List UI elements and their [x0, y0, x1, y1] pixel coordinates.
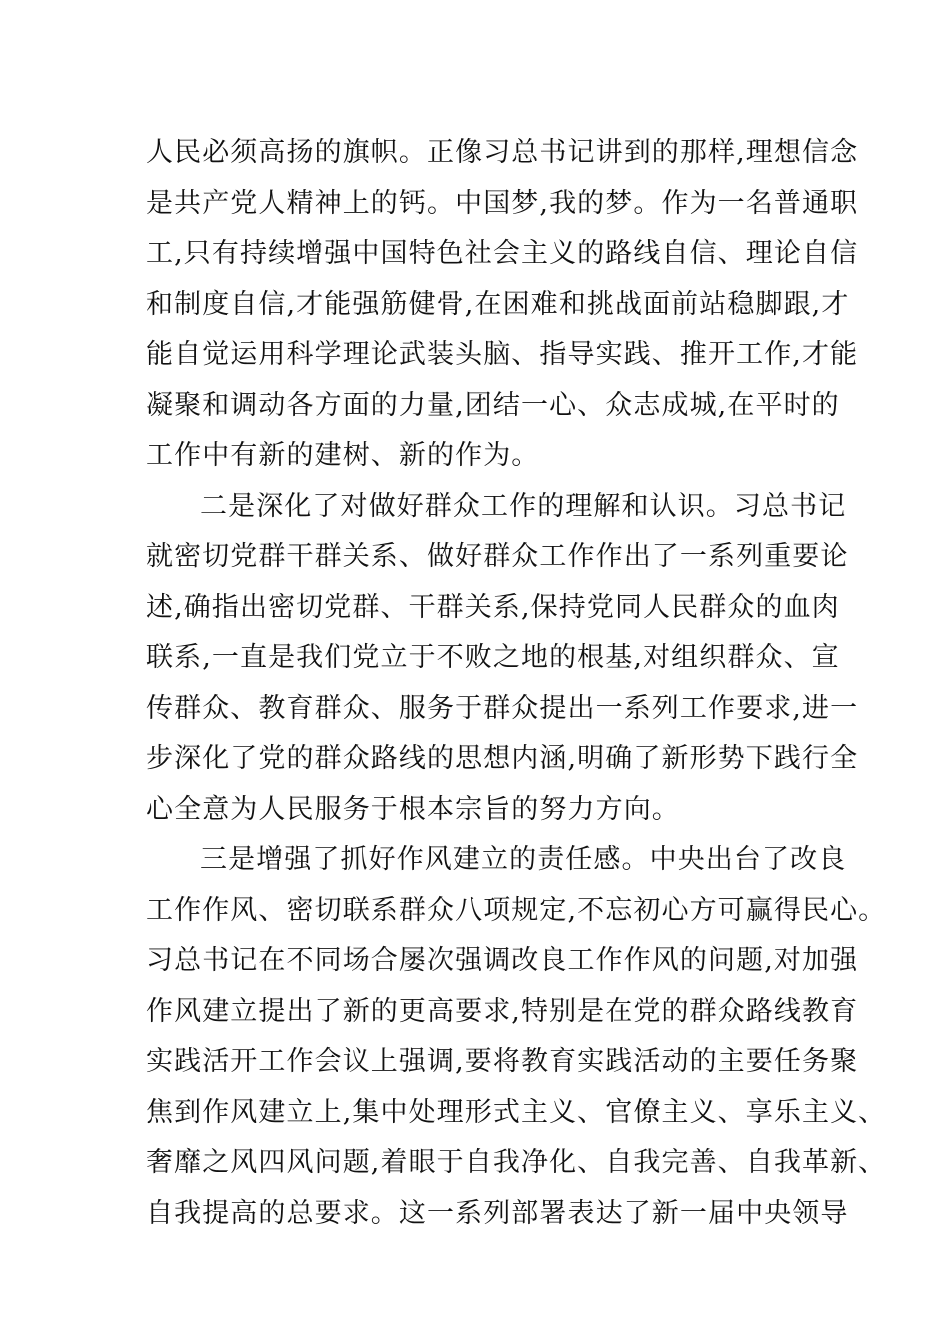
text-line: 人民必须高扬的旗帜。正像习总书记讲到的那样,理想信念 [146, 137, 859, 168]
text-line: 作风建立提出了新的更高要求,特别是在党的群众路线教育 [146, 995, 859, 1027]
text-line: 实践活开工作会议上强调,要将教育实践活动的主要任务聚 [146, 1046, 859, 1077]
text-line: 工作中有新的建树、新的作为。 [146, 440, 540, 471]
text-line: 联系,一直是我们党立于不败之地的根基,对组织群众、宣 [146, 642, 840, 673]
text-line: 就密切党群干群关系、做好群众工作作出了一系列重要论 [146, 541, 849, 572]
text-line: 凝聚和调动各方面的力量,团结一心、众志成城,在平时的 [146, 389, 840, 421]
body-text [146, 128, 887, 1239]
text-line: 习总书记在不同场合屡次强调改良工作作风的问题,对加强 [146, 945, 859, 976]
text-line: 述,确指出密切党群、干群关系,保持党同人民群众的血肉 [146, 591, 840, 623]
text-line: 焦到作风建立上,集中处理形式主义、官僚主义、享乐主义、 [146, 1096, 887, 1128]
text-line: 奢靡之风四风问题,着眼于自我净化、自我完善、自我革新、 [146, 1147, 887, 1178]
text-line: 和制度自信,才能强筋健骨,在困难和挑战面前站稳脚跟,才 [146, 288, 850, 320]
text-line: 心全意为人民服务于根本宗旨的努力方向。 [146, 793, 680, 825]
text-line: 是共产党人精神上的钙。中国梦,我的梦。作为一名普通职 [146, 187, 859, 219]
text-line: 步深化了党的群众路线的思想内涵,明确了新形势下践行全 [146, 743, 859, 774]
text-line: 工,只有持续增强中国特色社会主义的路线自信、理论自信 [146, 238, 859, 269]
paragraph-first-line: 二是深化了对做好群众工作的理解和认识。习总书记 [200, 490, 847, 522]
text-line: 能自觉运用科学理论武装头脑、指导实践、推开工作,才能 [146, 339, 859, 370]
paragraph-first-line: 三是增强了抓好作风建立的责任感。中央出台了改良 [200, 844, 847, 875]
text-line: 传群众、教育群众、服务于群众提出一系列工作要求,进一 [146, 692, 859, 724]
text-line: 工作作风、密切联系群众八项规定,不忘初心方可赢得民心。 [146, 894, 887, 926]
text-line: 自我提高的总要求。这一系列部署表达了新一届中央领导 [146, 1197, 849, 1229]
